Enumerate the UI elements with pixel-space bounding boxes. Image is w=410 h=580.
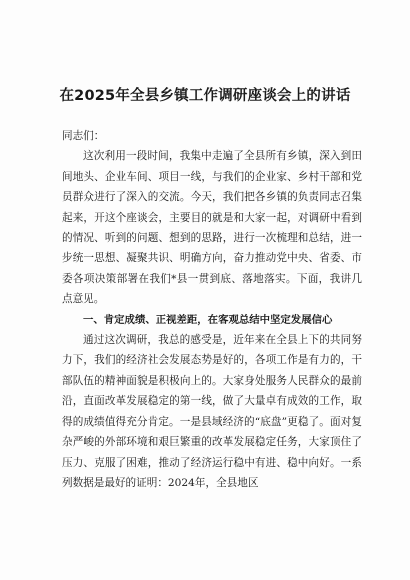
intro-paragraph: 这次利用一段时间，我集中走遍了全县所有乡镇，深入到田间地头、企业车间、项目一线，与我们的企业家、乡村干部和党员群众进行了深入的交流。今天，我们把各乡镇的负责同志召集起来，开这个座谈会，主要目的就是和大家一起，对调研中看到的情况、听到的问题、想到的思路，进行一次梳理和总结，进一步统一思想、凝聚共识、明确方向，奋力推动党中央、省委、市委各项决策部署在我们*县一贯到底、落地落实。下面，我讲几点意见。 <box>62 150 362 306</box>
section-heading: 一、肯定成绩、正视差距，在客观总结中坚定发展信心 <box>83 313 333 326</box>
document-body <box>62 126 362 493</box>
document-title: 在2025年全县乡镇工作调研座谈会上的讲话 <box>59 88 351 104</box>
section-paragraph: 通过这次调研，我总的感受是，近年来在全县上下的共同努力下，我们的经济社会发展态势是好的，各项工作是有力的，干部队伍的精神面貌是积极向上的。大家身处服务人民群众的最前沿，直面改革发展稳定的第一线，做了大量卓有成效的工作，取得的成绩值得充分肯定。一是县域经济的“底盘”更稳了。面对复杂严峻的外部环境和艰巨繁重的改革发展稳定任务，大家顶住了压力、克服了困难，推动了经济运行稳中有进、稳中向好。一系列数据是最好的证明：2024年，全县地区 <box>62 334 362 489</box>
salutation: 同志们： <box>62 130 105 142</box>
